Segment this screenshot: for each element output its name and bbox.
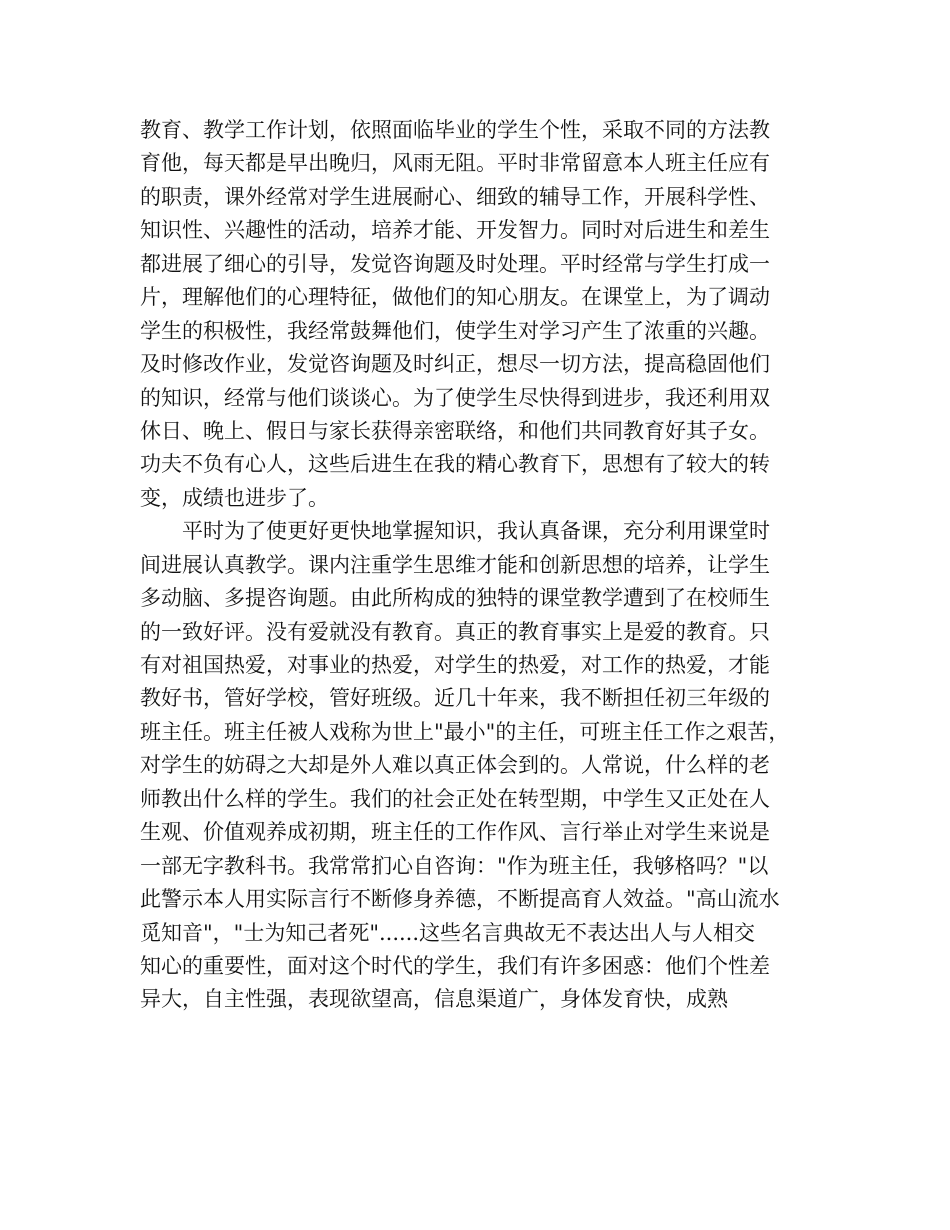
text-line: 觅知音"，"士为知己者死"......这些名言典故无不表达出人与人相交 (140, 920, 756, 945)
text-line: 教好书，管好学校，管好班级。近几十年来，我不断担任初三年级的 (140, 686, 770, 711)
text-line: 此警示本人用实际言行不断修身养德，不断提高育人效益。"高山流水 (140, 887, 780, 912)
text-line: 教育、教学工作计划，依照面临毕业的学生个性，采取不同的方法教 (140, 118, 770, 142)
text-line: 生观、价值观养成初期，班主任的工作作风、言行举止对学生来说是 (140, 820, 770, 845)
text-line: 片，理解他们的心理特征，做他们的知心朋友。在课堂上，为了调动 (140, 285, 770, 310)
text-line: 育他，每天都是早出晚归，风雨无阻。平时非常留意本人班主任应有 (140, 151, 770, 176)
text-line: 功夫不负有心人，这些后进生在我的精心教育下，思想有了较大的转 (140, 452, 770, 477)
paragraph (140, 114, 810, 515)
text-line: 平时为了使更好更快地掌握知识，我认真备课，充分利用课堂时 (182, 519, 770, 544)
text-line: 一部无字教科书。我常常扪心自咨询："作为班主任，我够格吗？"以 (140, 853, 769, 878)
text-line: 对学生的妨碍之大却是外人难以真正体会到的。人常说，什么样的老 (140, 753, 770, 778)
text-line: 知心的重要性，面对这个时代的学生，我们有许多困惑：他们个性差 (140, 953, 770, 978)
text-line: 学生的积极性，我经常鼓舞他们，使学生对学习产生了浓重的兴趣。 (140, 318, 770, 343)
text-line: 班主任。班主任被人戏称为世上"最小"的主任，可班主任工作之艰苦， (140, 719, 790, 744)
text-line: 有对祖国热爱，对事业的热爱，对学生的热爱，对工作的热爱，才能 (140, 653, 770, 677)
text-line: 的知识，经常与他们谈谈心。为了使学生尽快得到进步，我还利用双 (140, 385, 770, 410)
text-line: 及时修改作业，发觉咨询题及时纠正，想尽一切方法，提高稳固他们 (140, 352, 770, 377)
text-line: 的一致好评。没有爱就没有教育。真正的教育事实上是爱的教育。只 (140, 619, 770, 644)
text-line: 师教出什么样的学生。我们的社会正处在转型期，中学生又正处在人 (140, 786, 770, 811)
text-line: 变，成绩也进步了。 (140, 485, 329, 510)
body-text (140, 114, 810, 1017)
text-line: 异大，自主性强，表现欲望高，信息渠道广，身体发育快，成熟 (140, 987, 728, 1012)
text-line: 多动脑、多提咨询题。由此所构成的独特的课堂教学遭到了在校师生 (140, 586, 770, 611)
text-line: 间进展认真教学。课内注重学生思维才能和创新思想的培养，让学生 (140, 552, 770, 577)
paragraph (140, 515, 810, 1017)
text-line: 知识性、兴趣性的活动，培养才能、开发智力。同时对后进生和差生 (140, 218, 770, 243)
text-line: 休日、晚上、假日与家长获得亲密联络，和他们共同教育好其子女。 (140, 418, 770, 443)
text-line: 都进展了细心的引导，发觉咨询题及时处理。平时经常与学生打成一 (140, 251, 770, 276)
text-line: 的职责，课外经常对学生进展耐心、细致的辅导工作，开展科学性、 (140, 184, 770, 209)
